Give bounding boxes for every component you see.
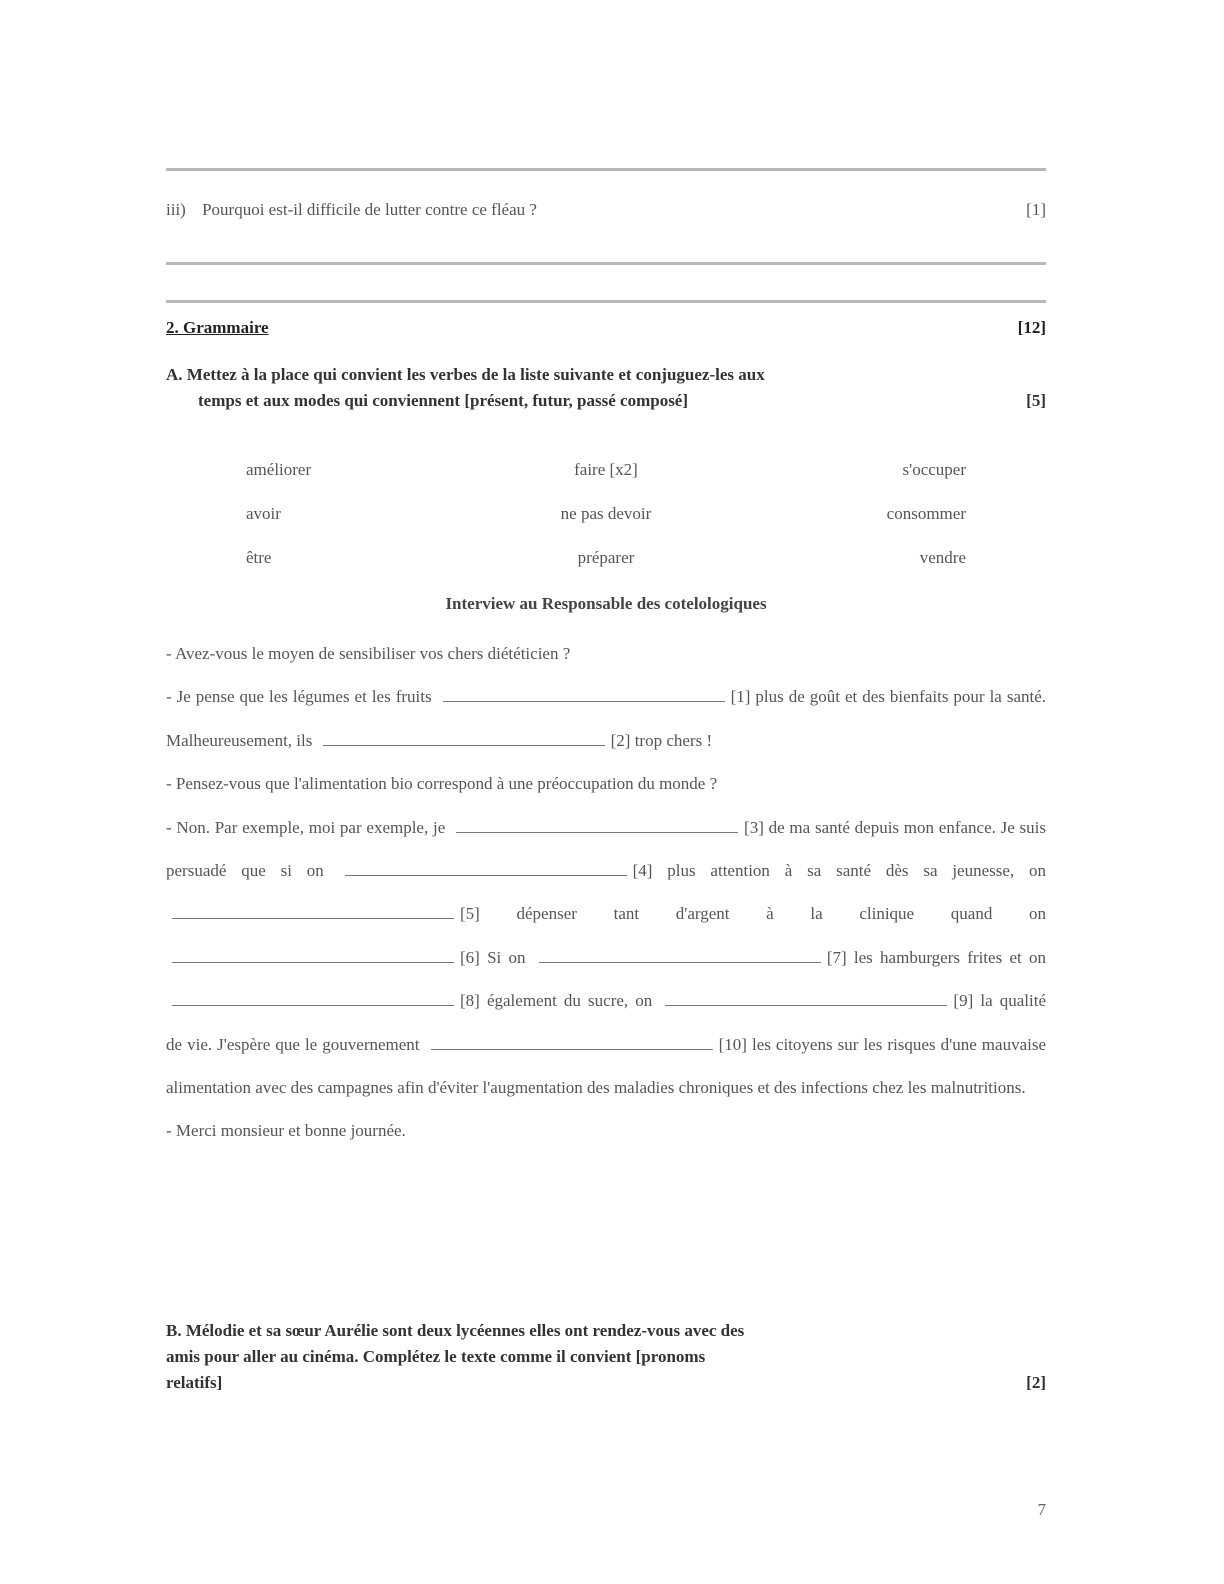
answer-text: les hamburgers frites et on (853, 947, 1046, 967)
verb-item: ne pas devoir (560, 504, 652, 523)
answer-text: - Je pense que les légumes et les fruits (166, 687, 432, 707)
dialogue-answer (166, 806, 1046, 1110)
section-points: [12] (1017, 318, 1046, 337)
question-points: [1] (1026, 200, 1046, 219)
exercise-letter: A. (166, 365, 183, 384)
instruction-line (166, 362, 1046, 388)
verb-item: consommer (886, 504, 966, 523)
answer-text: de ma santé depuis mon enfance. Je suis persuadé que si on (166, 817, 1047, 881)
instruction-line: amis pour aller au cinéma. Complétez le texte comme il convient [pronoms (166, 1347, 706, 1366)
instruction-text: Mélodie et sa sœur Aurélie sont deux lycéennes elles ont rendez-vous avec des (185, 1321, 745, 1340)
fill-blank-3[interactable] (456, 815, 738, 833)
answer-text: la qualité de vie. J'espère que le gouvernement (166, 991, 1047, 1054)
page-number: 7 (1037, 1500, 1046, 1519)
blank-marker: [8] (460, 991, 480, 1011)
answer-text: dépenser tant d'argent à la clinique quand on (516, 904, 1047, 924)
section-title: 2. Grammaire (166, 318, 269, 337)
blank-marker: [2] (610, 730, 631, 750)
question-number: iii) (166, 200, 186, 219)
exercise-b-instruction (166, 1318, 1046, 1396)
dialogue-question: - Avez-vous le moyen de sensibiliser vos chers diététicien ? (166, 644, 571, 663)
fill-blank-5[interactable] (172, 901, 454, 919)
answer-text: plus attention à sa santé dès sa jeunesse, on (667, 861, 1046, 881)
verb-item: avoir (246, 504, 281, 523)
verb-item: vendre (919, 548, 966, 567)
fill-blank-6[interactable] (172, 945, 454, 963)
question-iii (166, 200, 1046, 220)
fill-blank-7[interactable] (539, 945, 821, 963)
instruction-text: Mettez à la place qui convient les verbes de la liste suivante et conjuguez-les aux (186, 365, 765, 384)
verb-item: améliorer (246, 460, 312, 479)
dialogue-text (166, 632, 1046, 1153)
dialogue-closing: - Merci monsieur et bonne journée. (166, 1121, 406, 1141)
answer-text: les citoyens sur les risques d'une mauvaise alimentation avec des campagnes afin d'éviter l'augmentation des maladies chroniques et des infections chez les malnutritions. (166, 1034, 1046, 1098)
answer-text: également du sucre, on (486, 991, 653, 1011)
blank-marker: [1] (730, 687, 751, 707)
verb-item: être (246, 548, 272, 567)
blank-marker: [9] (953, 991, 974, 1011)
exercise-letter: B. (166, 1321, 182, 1340)
blank-marker: [7] (826, 947, 847, 967)
verb-list (166, 460, 1046, 572)
fill-blank-8[interactable] (172, 988, 454, 1006)
blank-marker: [5] (460, 904, 480, 924)
blank-marker: [4] (632, 861, 653, 881)
exercise-a-instruction (166, 362, 1046, 414)
dialogue-question: - Pensez-vous que l'alimentation bio correspond à une préoccupation du monde ? (166, 774, 718, 794)
instruction-line (166, 1370, 1046, 1396)
answer-text: Si on (487, 947, 526, 967)
exercise-points: [2] (1026, 1373, 1046, 1392)
verb-item: préparer (577, 548, 635, 567)
instruction-text: relatifs] (166, 1373, 223, 1392)
section-header (166, 318, 1046, 338)
blank-marker: [3] (744, 817, 764, 837)
instruction-line (166, 1318, 1046, 1344)
answer-line (166, 168, 1046, 171)
blank-marker: [10] (718, 1034, 747, 1054)
verb-item: faire [x2] (574, 460, 638, 479)
exercise-points: [5] (1026, 391, 1046, 410)
instruction-text: temps et aux modes qui conviennent [présent, futur, passé composé] (198, 391, 689, 410)
question-text: Pourquoi est-il difficile de lutter contre ce fléau ? (202, 200, 537, 219)
answer-text: plus de goût et des bienfaits pour la santé. Malheureusement, ils (166, 687, 1047, 750)
dialogue-answer (166, 675, 1046, 762)
dialogue-title: Interview au Responsable des cotelologiques (445, 594, 767, 613)
fill-blank-10[interactable] (431, 1032, 713, 1050)
fill-blank-9[interactable] (665, 988, 947, 1006)
fill-blank-1[interactable] (443, 684, 725, 702)
verb-item: s'occuper (902, 460, 966, 479)
fill-blank-4[interactable] (345, 858, 627, 876)
answer-text: trop chers ! (634, 730, 713, 750)
answer-text: - Non. Par exemple, moi par exemple, je (166, 817, 446, 837)
fill-blank-2[interactable] (323, 728, 605, 746)
answer-line (166, 262, 1046, 265)
answer-line (166, 300, 1046, 303)
instruction-line (166, 388, 1046, 414)
blank-marker: [6] (460, 947, 480, 967)
question-text-wrap (166, 200, 537, 220)
